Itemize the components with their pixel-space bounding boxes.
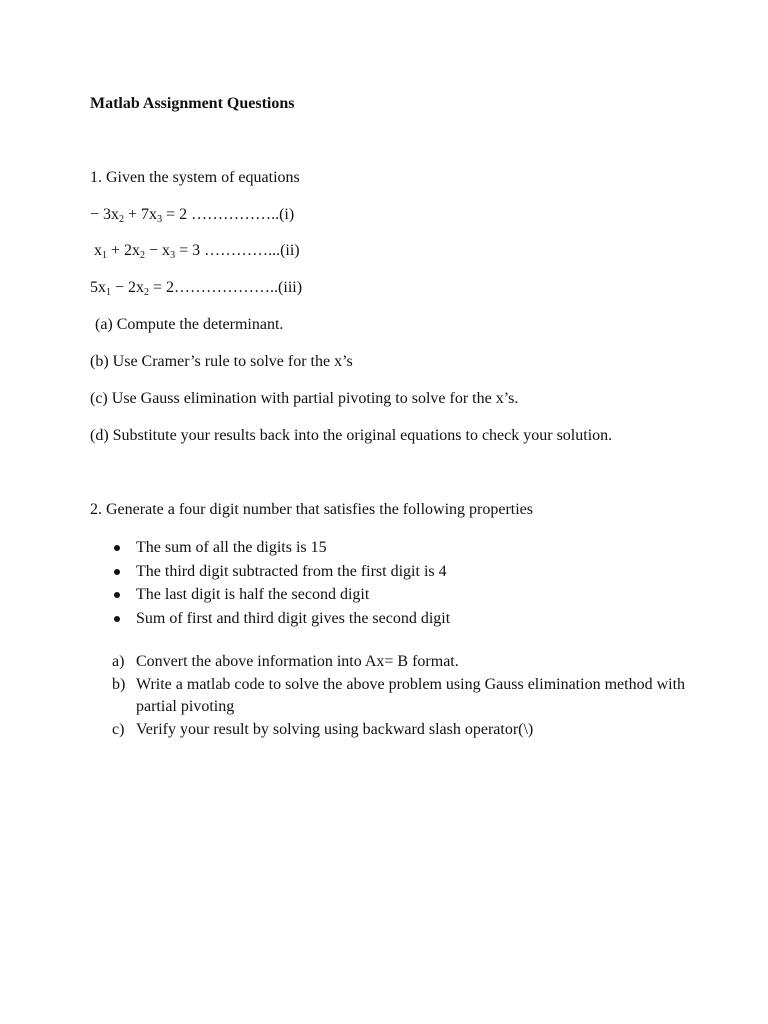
- question-1-part-c: (c) Use Gauss elimination with partial pivoting to solve for the x’s.: [90, 390, 519, 407]
- bullet-icon: [114, 569, 120, 575]
- equation-1: − $3x_2 + 7x_3 = 2$ ……………..(i): [90, 206, 295, 225]
- document-title: Matlab Assignment Questions: [90, 95, 295, 112]
- bullet-icon: [114, 616, 120, 622]
- bullet-icon: [114, 545, 120, 551]
- list-item: c) Verify your result by solving using backward slash operator(\): [112, 719, 696, 742]
- equation-2: $x_1 + 2x_2 - x_3 = 3$ …………...(ii): [94, 242, 300, 261]
- list-item: b) Write a matlab code to solve the above problem using Gauss elimination method with partial pivoting: [112, 675, 686, 715]
- question-1-part-b: (b) Use Cramer’s rule to solve for the x’s: [90, 353, 353, 370]
- list-marker: b): [112, 675, 126, 693]
- list-item: The last digit is half the second digit: [112, 583, 450, 607]
- question-1-part-a: (a) Compute the determinant.: [95, 316, 284, 333]
- list-item: Sum of first and third digit gives the second digit: [112, 607, 450, 631]
- list-marker: a): [112, 653, 125, 670]
- question-1-intro: 1. Given the system of equations: [90, 169, 300, 186]
- list-item: a) Convert the above information into Ax= B format.: [112, 651, 696, 674]
- list-item: The third digit subtracted from the first digit is 4: [112, 560, 450, 584]
- question-2-intro: 2. Generate a four digit number that satisfies the following properties: [90, 501, 533, 518]
- bullet-icon: [114, 592, 120, 598]
- equation-3: $5x_1 - 2x_2$ = 2………………..(iii): [90, 279, 303, 298]
- list-item: The sum of all the digits is 15: [112, 536, 450, 560]
- tasks-list: [112, 651, 696, 741]
- list-marker: c): [112, 720, 125, 738]
- properties-list: [112, 536, 450, 630]
- question-1-part-d: (d) Substitute your results back into the original equations to check your solution.: [90, 427, 613, 444]
